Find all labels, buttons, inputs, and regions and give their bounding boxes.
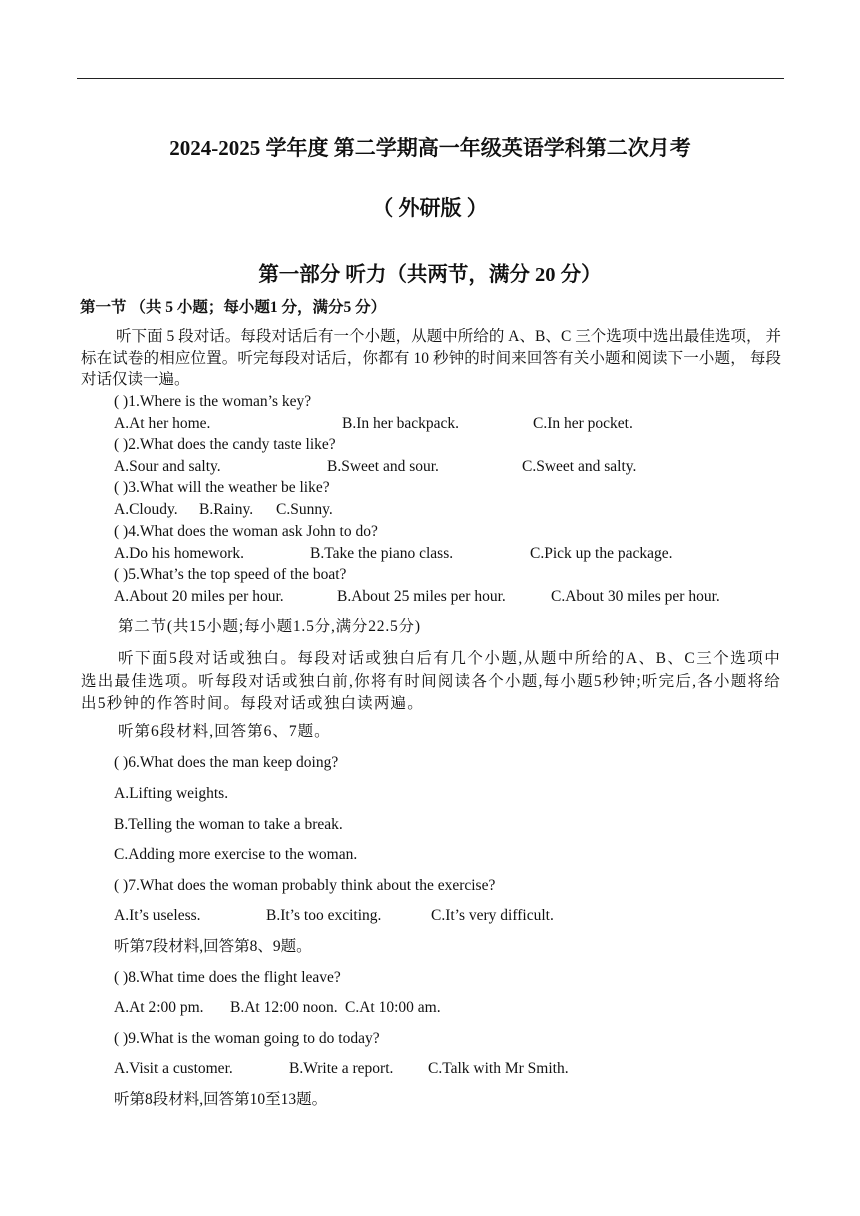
q4-option-b: B.Take the piano class. bbox=[310, 545, 454, 562]
q9-option-b: B.Write a report. bbox=[289, 1060, 394, 1077]
section2-instructions: 听下面5段对话或独白。每段对话或独白后有几个小题,从题中所给的A、B、C三个选项中选出最佳选项。听每段对话或独白前,你将有时间阅读各个小题,每小题5秒钟;听完后,各小题将给出5秒钟的作答时间。每段对话或独白读两遍。 bbox=[81, 650, 781, 712]
q2-option-b: B.Sweet and sour. bbox=[327, 458, 439, 475]
question-8: ( )8.What time does the flight leave? bbox=[114, 969, 341, 986]
question-6: ( )6.What does the man keep doing? bbox=[114, 754, 339, 771]
material-6-note: 听第6段材料,回答第6、7题。 bbox=[118, 723, 331, 740]
q5-option-c: C.About 30 miles per hour. bbox=[551, 588, 720, 605]
question-1: ( )1.Where is the woman’s key? bbox=[114, 393, 312, 410]
q5-option-a: A.About 20 miles per hour. bbox=[114, 588, 284, 605]
question-7: ( )7.What does the woman probably think about the exercise? bbox=[114, 877, 496, 894]
q1-option-a: A.At her home. bbox=[114, 415, 211, 432]
question-9: ( )9.What is the woman going to do today? bbox=[114, 1030, 380, 1047]
section1-instructions: 听下面 5 段对话。每段对话后有一个小题，从题中所给的 A、B、C 三个选项中选出最佳选项， 并标在试卷的相应位置。听完每段对话后，你都有 10 秒钟的时间来回答有关小题和阅读下一小题， 每段对话仅读一遍。 bbox=[81, 328, 781, 388]
question-4: ( )4.What does the woman ask John to do? bbox=[114, 523, 378, 540]
section2-heading: 第二节(共15小题;每小题1.5分,满分22.5分) bbox=[118, 618, 421, 635]
q8-option-b: B.At 12:00 noon. bbox=[230, 999, 338, 1016]
question-5: ( )5.What’s the top speed of the boat? bbox=[114, 566, 347, 583]
q3-option-b: B.Rainy. bbox=[199, 501, 254, 518]
q5-option-b: B.About 25 miles per hour. bbox=[337, 588, 506, 605]
q6-option-a: A.Lifting weights. bbox=[114, 785, 229, 802]
q7-option-a: A.It’s useless. bbox=[114, 907, 201, 924]
section1-heading: 第一节 （共 5 小题；每小题1 分，满分5 分） bbox=[80, 299, 387, 316]
material-7-note: 听第7段材料,回答第8、9题。 bbox=[114, 938, 312, 955]
q6-option-c: C.Adding more exercise to the woman. bbox=[114, 846, 358, 863]
q4-option-c: C.Pick up the package. bbox=[530, 545, 673, 562]
part-title: 第一部分 听力（共两节，满分 20 分） bbox=[258, 264, 602, 286]
question-3: ( )3.What will the weather be like? bbox=[114, 479, 330, 496]
q3-option-c: C.Sunny. bbox=[276, 501, 333, 518]
q9-option-c: C.Talk with Mr Smith. bbox=[428, 1060, 569, 1077]
q9-option-a: A.Visit a customer. bbox=[114, 1060, 233, 1077]
q7-option-c: C.It’s very difficult. bbox=[431, 907, 554, 924]
question-2: ( )2.What does the candy taste like? bbox=[114, 436, 336, 453]
header-rule bbox=[77, 78, 784, 79]
q4-option-a: A.Do his homework. bbox=[114, 545, 245, 562]
q1-option-c: C.In her pocket. bbox=[533, 415, 633, 432]
material-8-note: 听第8段材料,回答第10至13题。 bbox=[114, 1091, 328, 1108]
q7-option-b: B.It’s too exciting. bbox=[266, 907, 382, 924]
exam-title: 2024-2025 学年度 第二学期高一年级英语学科第二次月考 bbox=[169, 136, 691, 160]
edition-label: （ 外研版 ） bbox=[372, 196, 488, 220]
q3-option-a: A.Cloudy. bbox=[114, 501, 178, 518]
q8-option-a: A.At 2:00 pm. bbox=[114, 999, 204, 1016]
q8-option-c: C.At 10:00 am. bbox=[345, 999, 441, 1016]
q1-option-b: B.In her backpack. bbox=[342, 415, 460, 432]
q2-option-c: C.Sweet and salty. bbox=[522, 458, 637, 475]
q2-option-a: A.Sour and salty. bbox=[114, 458, 221, 475]
q6-option-b: B.Telling the woman to take a break. bbox=[114, 816, 343, 833]
